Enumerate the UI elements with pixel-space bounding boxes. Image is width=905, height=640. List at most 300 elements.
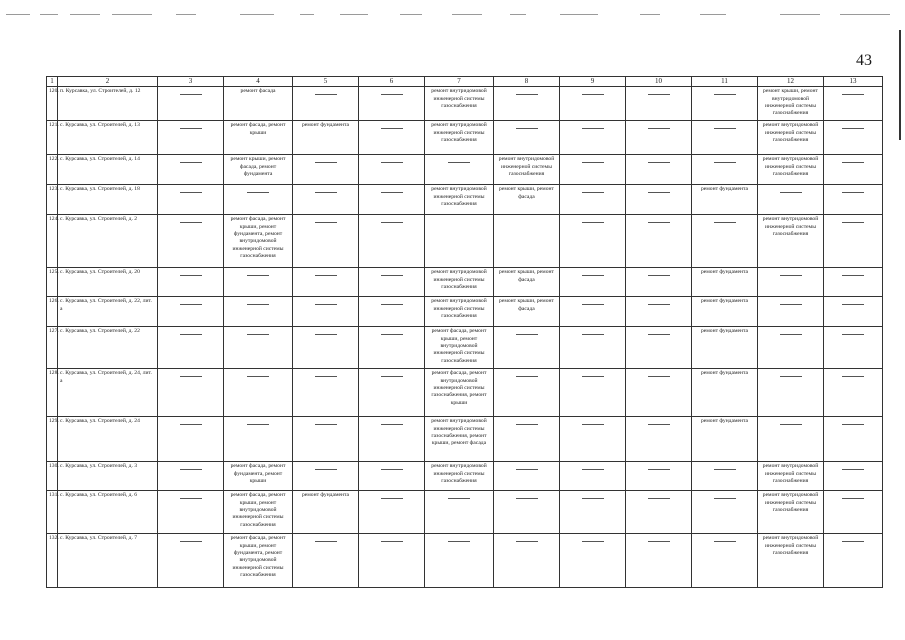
table-row — [47, 185, 883, 215]
dash-mark — [381, 469, 403, 470]
empty-cell — [293, 417, 359, 462]
dash-mark — [582, 192, 604, 193]
dash-mark — [315, 541, 337, 542]
dash-mark — [842, 192, 864, 193]
dash-mark — [842, 376, 864, 377]
dash-mark — [180, 94, 202, 95]
work-type-cell: ремонт фундамента — [692, 297, 758, 327]
row-number: 131. — [47, 491, 58, 534]
work-type-cell: ремонт фундамента — [692, 327, 758, 369]
empty-cell — [626, 185, 692, 215]
dash-mark — [180, 424, 202, 425]
address-cell: с. Курсавка, ул. Строителей, д. 6 — [58, 491, 158, 534]
dash-mark — [381, 376, 403, 377]
column-header: 10 — [626, 77, 692, 87]
table-row — [47, 327, 883, 369]
work-type-cell — [425, 215, 494, 268]
dash-mark — [780, 334, 802, 335]
dash-mark — [381, 192, 403, 193]
empty-cell — [158, 155, 224, 185]
empty-cell — [293, 369, 359, 417]
dash-mark — [648, 376, 670, 377]
empty-cell — [359, 155, 425, 185]
dash-mark — [582, 94, 604, 95]
empty-cell — [560, 121, 626, 155]
dash-mark — [780, 192, 802, 193]
work-type-cell: ремонт фасада, ремонт крыши, ремонт внутридомовой инженерной системы газоснабжения — [224, 491, 293, 534]
address-cell: с. Курсавка, ул. Строителей, д. 18 — [58, 185, 158, 215]
dash-mark — [381, 541, 403, 542]
work-type-cell: ремонт крыши, ремонт фасада — [494, 268, 560, 297]
dash-mark — [582, 424, 604, 425]
dash-mark — [648, 304, 670, 305]
empty-cell — [224, 297, 293, 327]
address-cell: с. Курсавка, ул. Строителей, д. 22 — [58, 327, 158, 369]
empty-cell — [824, 462, 883, 491]
dash-mark — [582, 304, 604, 305]
dash-mark — [381, 498, 403, 499]
empty-cell — [824, 297, 883, 327]
table-row — [47, 87, 883, 121]
empty-cell — [692, 215, 758, 268]
empty-cell — [359, 87, 425, 121]
work-type-cell: ремонт внутридомовой инженерной системы газоснабжения — [425, 185, 494, 215]
table-row — [47, 215, 883, 268]
column-header: 13 — [824, 77, 883, 87]
empty-cell — [494, 327, 560, 369]
empty-cell — [824, 417, 883, 462]
empty-cell — [425, 491, 494, 534]
row-number: 122. — [47, 155, 58, 185]
dash-mark — [648, 222, 670, 223]
empty-cell — [560, 185, 626, 215]
table-header-row — [47, 77, 883, 87]
empty-cell — [359, 268, 425, 297]
table-row — [47, 462, 883, 491]
dash-mark — [648, 275, 670, 276]
empty-cell — [293, 87, 359, 121]
table-row — [47, 297, 883, 327]
column-header: 12 — [758, 77, 824, 87]
empty-cell — [824, 121, 883, 155]
empty-cell — [494, 121, 560, 155]
empty-cell — [359, 297, 425, 327]
dash-mark — [180, 334, 202, 335]
dash-mark — [582, 334, 604, 335]
empty-cell — [224, 185, 293, 215]
row-number: 120. — [47, 87, 58, 121]
dash-mark — [842, 334, 864, 335]
work-type-cell: ремонт фасада, ремонт крыши — [224, 121, 293, 155]
empty-cell — [158, 121, 224, 155]
table-row — [47, 155, 883, 185]
dash-mark — [648, 128, 670, 129]
empty-cell — [494, 417, 560, 462]
work-type-cell: ремонт внутридомовой инженерной системы газоснабжения — [425, 87, 494, 121]
row-number: 123. — [47, 185, 58, 215]
work-type-cell: ремонт фасада, ремонт крыши, ремонт фундамента, ремонт внутридомовой инженерной системы газоснабжения — [224, 215, 293, 268]
dash-mark — [582, 541, 604, 542]
empty-cell — [626, 534, 692, 588]
dash-mark — [180, 128, 202, 129]
empty-cell — [158, 268, 224, 297]
empty-cell — [692, 121, 758, 155]
scan-artifact-line — [0, 14, 905, 20]
work-type-cell: ремонт фундамента — [293, 121, 359, 155]
dash-mark — [247, 376, 269, 377]
dash-mark — [247, 304, 269, 305]
empty-cell — [692, 87, 758, 121]
empty-cell — [293, 462, 359, 491]
work-type-cell: ремонт фасада, ремонт внутридомовой инженерной системы газоснабжения, ремонт крыши — [425, 369, 494, 417]
address-cell: с. Курсавка, ул. Строителей, д. 20 — [58, 268, 158, 297]
dash-mark — [315, 162, 337, 163]
repair-schedule-table — [46, 76, 883, 588]
empty-cell — [824, 369, 883, 417]
empty-cell — [824, 215, 883, 268]
dash-mark — [582, 128, 604, 129]
dash-mark — [714, 469, 736, 470]
empty-cell — [494, 87, 560, 121]
empty-cell — [626, 462, 692, 491]
dash-mark — [180, 376, 202, 377]
empty-cell — [359, 417, 425, 462]
dash-mark — [714, 498, 736, 499]
dash-mark — [381, 334, 403, 335]
empty-cell — [560, 417, 626, 462]
dash-mark — [315, 192, 337, 193]
dash-mark — [842, 162, 864, 163]
empty-cell — [560, 87, 626, 121]
dash-mark — [381, 94, 403, 95]
empty-cell — [626, 155, 692, 185]
empty-cell — [692, 534, 758, 588]
dash-mark — [780, 275, 802, 276]
empty-cell — [758, 369, 824, 417]
empty-cell — [560, 327, 626, 369]
address-cell: с. Курсавка, ул. Строителей, д. 2 — [58, 215, 158, 268]
empty-cell — [494, 534, 560, 588]
dash-mark — [516, 376, 538, 377]
column-header: 1 — [47, 77, 58, 87]
dash-mark — [648, 192, 670, 193]
work-type-cell: ремонт фасада, ремонт фундамента, ремонт крыши — [224, 462, 293, 491]
work-type-cell: ремонт фасада, ремонт крыши, ремонт внутридомовой инженерной системы газоснабжения — [425, 327, 494, 369]
empty-cell — [626, 268, 692, 297]
empty-cell — [824, 185, 883, 215]
empty-cell — [158, 462, 224, 491]
address-cell: с. Курсавка, ул. Строителей, д. 3 — [58, 462, 158, 491]
work-type-cell: ремонт внутридомовой инженерной системы газоснабжения — [758, 462, 824, 491]
address-cell: с. Курсавка, ул. Строителей, д. 22, лит. а — [58, 297, 158, 327]
empty-cell — [293, 268, 359, 297]
dash-mark — [448, 541, 470, 542]
dash-mark — [381, 222, 403, 223]
table-row — [47, 491, 883, 534]
page-number: 43 — [856, 52, 872, 69]
dash-mark — [648, 498, 670, 499]
dash-mark — [582, 469, 604, 470]
dash-mark — [381, 162, 403, 163]
dash-mark — [315, 424, 337, 425]
dash-mark — [180, 275, 202, 276]
dash-mark — [714, 128, 736, 129]
empty-cell — [560, 268, 626, 297]
empty-cell — [359, 534, 425, 588]
empty-cell — [824, 87, 883, 121]
address-cell: с. Курсавка, ул. Строителей, д. 7 — [58, 534, 158, 588]
work-type-cell: ремонт фундамента — [692, 417, 758, 462]
address-cell: с. Курсавка, ул. Строителей, д. 24 — [58, 417, 158, 462]
address-cell: с. Курсавка, ул. Строителей, д. 14 — [58, 155, 158, 185]
dash-mark — [381, 424, 403, 425]
empty-cell — [224, 417, 293, 462]
empty-cell — [359, 462, 425, 491]
dash-mark — [448, 162, 470, 163]
empty-cell — [626, 327, 692, 369]
row-number: 128. — [47, 369, 58, 417]
row-number: 130. — [47, 462, 58, 491]
table-row — [47, 268, 883, 297]
empty-cell — [359, 121, 425, 155]
work-type-cell: ремонт крыши, ремонт фасада, ремонт фундамента — [224, 155, 293, 185]
dash-mark — [780, 424, 802, 425]
empty-cell — [158, 491, 224, 534]
dash-mark — [582, 498, 604, 499]
dash-mark — [714, 162, 736, 163]
dash-mark — [842, 222, 864, 223]
dash-mark — [180, 162, 202, 163]
empty-cell — [560, 462, 626, 491]
dash-mark — [648, 469, 670, 470]
empty-cell — [626, 215, 692, 268]
dash-mark — [516, 469, 538, 470]
dash-mark — [842, 94, 864, 95]
empty-cell — [293, 297, 359, 327]
row-number: 121. — [47, 121, 58, 155]
empty-cell — [224, 369, 293, 417]
dash-mark — [648, 424, 670, 425]
dash-mark — [714, 94, 736, 95]
empty-cell — [158, 417, 224, 462]
empty-cell — [494, 462, 560, 491]
empty-cell — [158, 369, 224, 417]
dash-mark — [842, 469, 864, 470]
work-type-cell: ремонт внутридомовой инженерной системы газоснабжения — [758, 534, 824, 588]
empty-cell — [560, 534, 626, 588]
empty-cell — [626, 369, 692, 417]
empty-cell — [824, 155, 883, 185]
work-type-cell: ремонт фундамента — [293, 491, 359, 534]
work-type-cell: ремонт внутридомовой инженерной системы газоснабжения — [758, 155, 824, 185]
address-cell: п. Курсавка, ул. Строителей, д. 12 — [58, 87, 158, 121]
empty-cell — [560, 491, 626, 534]
dash-mark — [381, 128, 403, 129]
empty-cell — [560, 155, 626, 185]
empty-cell — [758, 297, 824, 327]
dash-mark — [315, 334, 337, 335]
column-header: 7 — [425, 77, 494, 87]
empty-cell — [692, 462, 758, 491]
row-number: 124. — [47, 215, 58, 268]
empty-cell — [293, 155, 359, 185]
address-cell: с. Курсавка, ул. Строителей, д. 13 — [58, 121, 158, 155]
empty-cell — [824, 268, 883, 297]
dash-mark — [315, 376, 337, 377]
empty-cell — [158, 534, 224, 588]
empty-cell — [758, 327, 824, 369]
dash-mark — [247, 334, 269, 335]
empty-cell — [692, 155, 758, 185]
empty-cell — [293, 534, 359, 588]
column-header: 11 — [692, 77, 758, 87]
work-type-cell: ремонт фундамента — [692, 185, 758, 215]
dash-mark — [315, 94, 337, 95]
empty-cell — [293, 185, 359, 215]
empty-cell — [824, 327, 883, 369]
dash-mark — [648, 334, 670, 335]
row-number: 125. — [47, 268, 58, 297]
dash-mark — [315, 304, 337, 305]
empty-cell — [626, 87, 692, 121]
work-type-cell: ремонт внутридомовой инженерной системы газоснабжения — [758, 215, 824, 268]
empty-cell — [824, 491, 883, 534]
dash-mark — [180, 541, 202, 542]
dash-mark — [516, 128, 538, 129]
dash-mark — [315, 222, 337, 223]
empty-cell — [758, 185, 824, 215]
dash-mark — [247, 424, 269, 425]
empty-cell — [692, 491, 758, 534]
dash-mark — [516, 334, 538, 335]
empty-cell — [824, 534, 883, 588]
dash-mark — [780, 376, 802, 377]
dash-mark — [180, 192, 202, 193]
row-number: 126. — [47, 297, 58, 327]
dash-mark — [582, 275, 604, 276]
empty-cell — [158, 185, 224, 215]
column-header: 5 — [293, 77, 359, 87]
column-header: 2 — [58, 77, 158, 87]
row-number: 129. — [47, 417, 58, 462]
dash-mark — [842, 128, 864, 129]
dash-mark — [582, 222, 604, 223]
empty-cell — [560, 297, 626, 327]
dash-mark — [842, 304, 864, 305]
empty-cell — [359, 491, 425, 534]
column-header: 8 — [494, 77, 560, 87]
empty-cell — [626, 491, 692, 534]
empty-cell — [560, 369, 626, 417]
table-row — [47, 417, 883, 462]
work-type-cell: ремонт фундамента — [692, 369, 758, 417]
work-type-cell: ремонт фасада, ремонт крыши, ремонт фундамента, ремонт внутридомовой инженерной системы газоснабжения — [224, 534, 293, 588]
work-type-cell: ремонт внутридомовой инженерной системы газоснабжения — [758, 491, 824, 534]
dash-mark — [648, 162, 670, 163]
dash-mark — [842, 275, 864, 276]
empty-cell — [425, 155, 494, 185]
address-cell: с. Курсавка, ул. Строителей, д. 24, лит. а — [58, 369, 158, 417]
empty-cell — [758, 417, 824, 462]
work-type-cell: ремонт внутридомовой инженерной системы газоснабжения — [425, 462, 494, 491]
empty-cell — [359, 215, 425, 268]
work-type-cell: ремонт крыши, ремонт фасада — [494, 185, 560, 215]
dash-mark — [247, 192, 269, 193]
dash-mark — [180, 304, 202, 305]
work-type-cell: ремонт внутридомовой инженерной системы газоснабжения — [425, 121, 494, 155]
empty-cell — [425, 534, 494, 588]
work-type-cell: ремонт крыши, ремонт внутридомовой инженерной системы газоснабжения — [758, 87, 824, 121]
empty-cell — [158, 87, 224, 121]
column-header: 6 — [359, 77, 425, 87]
empty-cell — [494, 491, 560, 534]
empty-cell — [293, 215, 359, 268]
work-type-cell: ремонт внутридомовой инженерной системы газоснабжения — [494, 155, 560, 185]
page-edge-mark — [899, 30, 901, 140]
column-header: 9 — [560, 77, 626, 87]
work-type-cell: ремонт фасада — [224, 87, 293, 121]
table-row — [47, 534, 883, 588]
table-row — [47, 369, 883, 417]
dash-mark — [180, 498, 202, 499]
empty-cell — [560, 215, 626, 268]
work-type-cell: ремонт крыши, ремонт фасада — [494, 297, 560, 327]
empty-cell — [158, 215, 224, 268]
dash-mark — [714, 222, 736, 223]
work-type-cell — [494, 215, 560, 268]
empty-cell — [224, 327, 293, 369]
dash-mark — [180, 222, 202, 223]
dash-mark — [842, 541, 864, 542]
dash-mark — [842, 498, 864, 499]
dash-mark — [315, 469, 337, 470]
dash-mark — [315, 275, 337, 276]
work-type-cell: ремонт внутридомовой инженерной системы газоснабжения, ремонт крыши, ремонт фасада — [425, 417, 494, 462]
empty-cell — [359, 369, 425, 417]
empty-cell — [224, 268, 293, 297]
empty-cell — [293, 327, 359, 369]
empty-cell — [359, 327, 425, 369]
dash-mark — [381, 275, 403, 276]
empty-cell — [758, 268, 824, 297]
dash-mark — [247, 275, 269, 276]
dash-mark — [582, 162, 604, 163]
dash-mark — [714, 541, 736, 542]
dash-mark — [648, 541, 670, 542]
dash-mark — [582, 376, 604, 377]
dash-mark — [780, 304, 802, 305]
dash-mark — [381, 304, 403, 305]
empty-cell — [626, 121, 692, 155]
empty-cell — [158, 327, 224, 369]
column-header: 4 — [224, 77, 293, 87]
dash-mark — [516, 94, 538, 95]
dash-mark — [516, 541, 538, 542]
column-header: 3 — [158, 77, 224, 87]
dash-mark — [516, 424, 538, 425]
empty-cell — [626, 417, 692, 462]
work-type-cell: ремонт внутридомовой инженерной системы газоснабжения — [758, 121, 824, 155]
empty-cell — [626, 297, 692, 327]
work-type-cell: ремонт внутридомовой инженерной системы газоснабжения — [425, 297, 494, 327]
empty-cell — [494, 369, 560, 417]
empty-cell — [359, 185, 425, 215]
row-number: 127. — [47, 327, 58, 369]
dash-mark — [448, 498, 470, 499]
dash-mark — [842, 424, 864, 425]
dash-mark — [180, 469, 202, 470]
empty-cell — [158, 297, 224, 327]
